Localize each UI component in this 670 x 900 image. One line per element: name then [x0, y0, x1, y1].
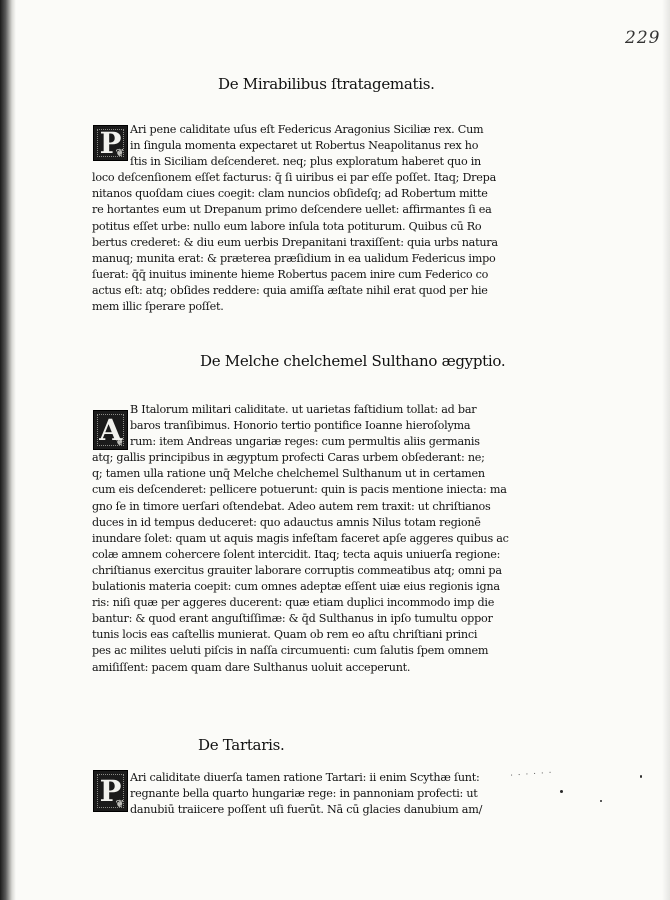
ink-speck — [560, 790, 563, 793]
section-heading-sultan: De Melche chelchemel Sulthano ægyptio. — [200, 352, 506, 370]
text-line: bertus crederet: & diu eum uerbis Drepanitani traxiſſent: quia urbs natura — [92, 235, 498, 249]
decorated-initial-p-tartars: P ❦ — [93, 770, 128, 812]
text-line: danubiū traiicere poſſent uſi fuerūt. Nā cū glacies danubium am/ — [130, 803, 483, 817]
text-line: colæ amnem cohercere ſolent intercidit. Itaq; tecta aquis uniuerſa regione: — [92, 547, 501, 561]
text-line: loco deſcenſionem eſſet facturus: q̄ ſi uiribus ei par eſſe poſſet. Itaq; Drepa — [92, 171, 496, 185]
text-line: pes ac milites ueluti piſcis in naſſa circumuenti: cum ſalutis ſpem omnem — [92, 644, 489, 658]
text-line: nitanos quoſdam ciues coegit: clam nuncios obſideſq; ad Robertum mitte — [92, 187, 488, 201]
ink-speck — [640, 775, 642, 778]
text-line: inundare ſolet: quam ut aquis magis infeſtam faceret apſe aggeres quibus ac — [92, 531, 509, 545]
text-line: cum eis deſcenderet: pellicere potuerunt: quin is pacis mentione iniecta: ma — [92, 483, 507, 497]
text-line: bantur: & quod erant anguſtiſſimæ: & q̄d Sulthanus in ipſo tumultu oppor — [92, 612, 493, 626]
text-line: re hortantes eum ut Drepanum primo deſcendere uellet: affirmantes ſi ea — [92, 203, 492, 217]
text-line: potitus eſſet urbe: nullo eum labore inſula tota potiturum. Quibus cū Ro — [92, 219, 482, 233]
text-line: B Italorum militari caliditate. ut uarietas faſtidium tollat: ad bar — [130, 403, 477, 416]
text-line: chriſtianus exercitus grauiter laborare corruptis commeatibus atq; omni pa — [92, 563, 502, 577]
text-line: regnante bella quarto hungariæ rege: in pannoniam profecti: ut — [130, 787, 478, 801]
text-line: ſuerat: q̄q̄ inuitus iminente hieme Robertus pacem inire cum Federico co — [92, 267, 489, 281]
text-line: amiſiſſent: pacem quam dare Sulthanus uoluit acceperunt. — [92, 660, 411, 674]
text-line: mem illic ſperare poſſet. — [92, 300, 224, 314]
text-line: in ſingula momenta expectaret ut Robertus Neapolitanus rex ho — [130, 139, 479, 153]
section-body-tartars — [92, 770, 498, 818]
section-body-sultan — [92, 402, 509, 676]
text-line: ſtis in Siciliam deſcenderet. neq; plus exploratum haberet quo in — [130, 155, 482, 169]
text-line: duces in id tempus deduceret: quo adauctus amnis Nilus totam regionē — [92, 515, 481, 529]
binding-gutter-shadow — [0, 0, 16, 900]
text-line: actus eſt: atq; obſides reddere: quia amiſſa æſtate nihil erat quod per hie — [92, 283, 488, 297]
text-line: ris: niſi quæ per aggeres ducerent: quæ etiam duplici incommodo imp die — [92, 596, 495, 610]
text-line: manuq; munita erat: & præterea præſidium in ea ualidum Federicus impo — [92, 251, 496, 265]
decorated-initial-a: A ❦ — [93, 410, 128, 450]
section-heading-tartars: De Tartaris. — [198, 736, 285, 754]
folio-number: 229 — [625, 28, 661, 48]
text-line: Ari pene caliditate uſus eſt Federicus Aragonius Siciliæ rex. Cum — [130, 123, 484, 136]
text-line: atq; gallis principibus in ægyptum profecti Caras urbem obſederant: ne; — [92, 451, 485, 465]
text-line: tunis locis eas caſtellis munierat. Quam ob rem eo aſtu chriſtiani princi — [92, 628, 478, 642]
ink-speck — [600, 800, 602, 802]
section-heading-stratagems: De Mirabilibus ſtratagematis. — [218, 75, 435, 93]
text-line: Ari caliditate diuerſa tamen ratione Tartari: ii enim Scythæ ſunt: — [130, 771, 480, 784]
text-line: rum: item Andreas ungariæ reges: cum permultis aliis germanis — [130, 435, 480, 449]
marginal-marks: · · · · · · — [509, 768, 553, 782]
text-line: q; tamen ulla ratione unq̄ Melche chelchemel Sulthanum ut in certamen — [92, 467, 485, 481]
text-line: gno ſe in timore uerſari oſtendebat. Adeo autem rem traxit: ut chriſtianos — [92, 499, 491, 513]
text-line: baros tranſibimus. Honorio tertio pontifice Ioanne hieroſolyma — [130, 419, 471, 433]
section-body-stratagems — [92, 122, 498, 315]
decorated-initial-p: P ❦ — [93, 125, 128, 161]
text-line: bulationis materia coepit: cum omnes adeptæ eſſent uiæ eius regionis igna — [92, 580, 500, 594]
page-edge — [662, 0, 670, 900]
